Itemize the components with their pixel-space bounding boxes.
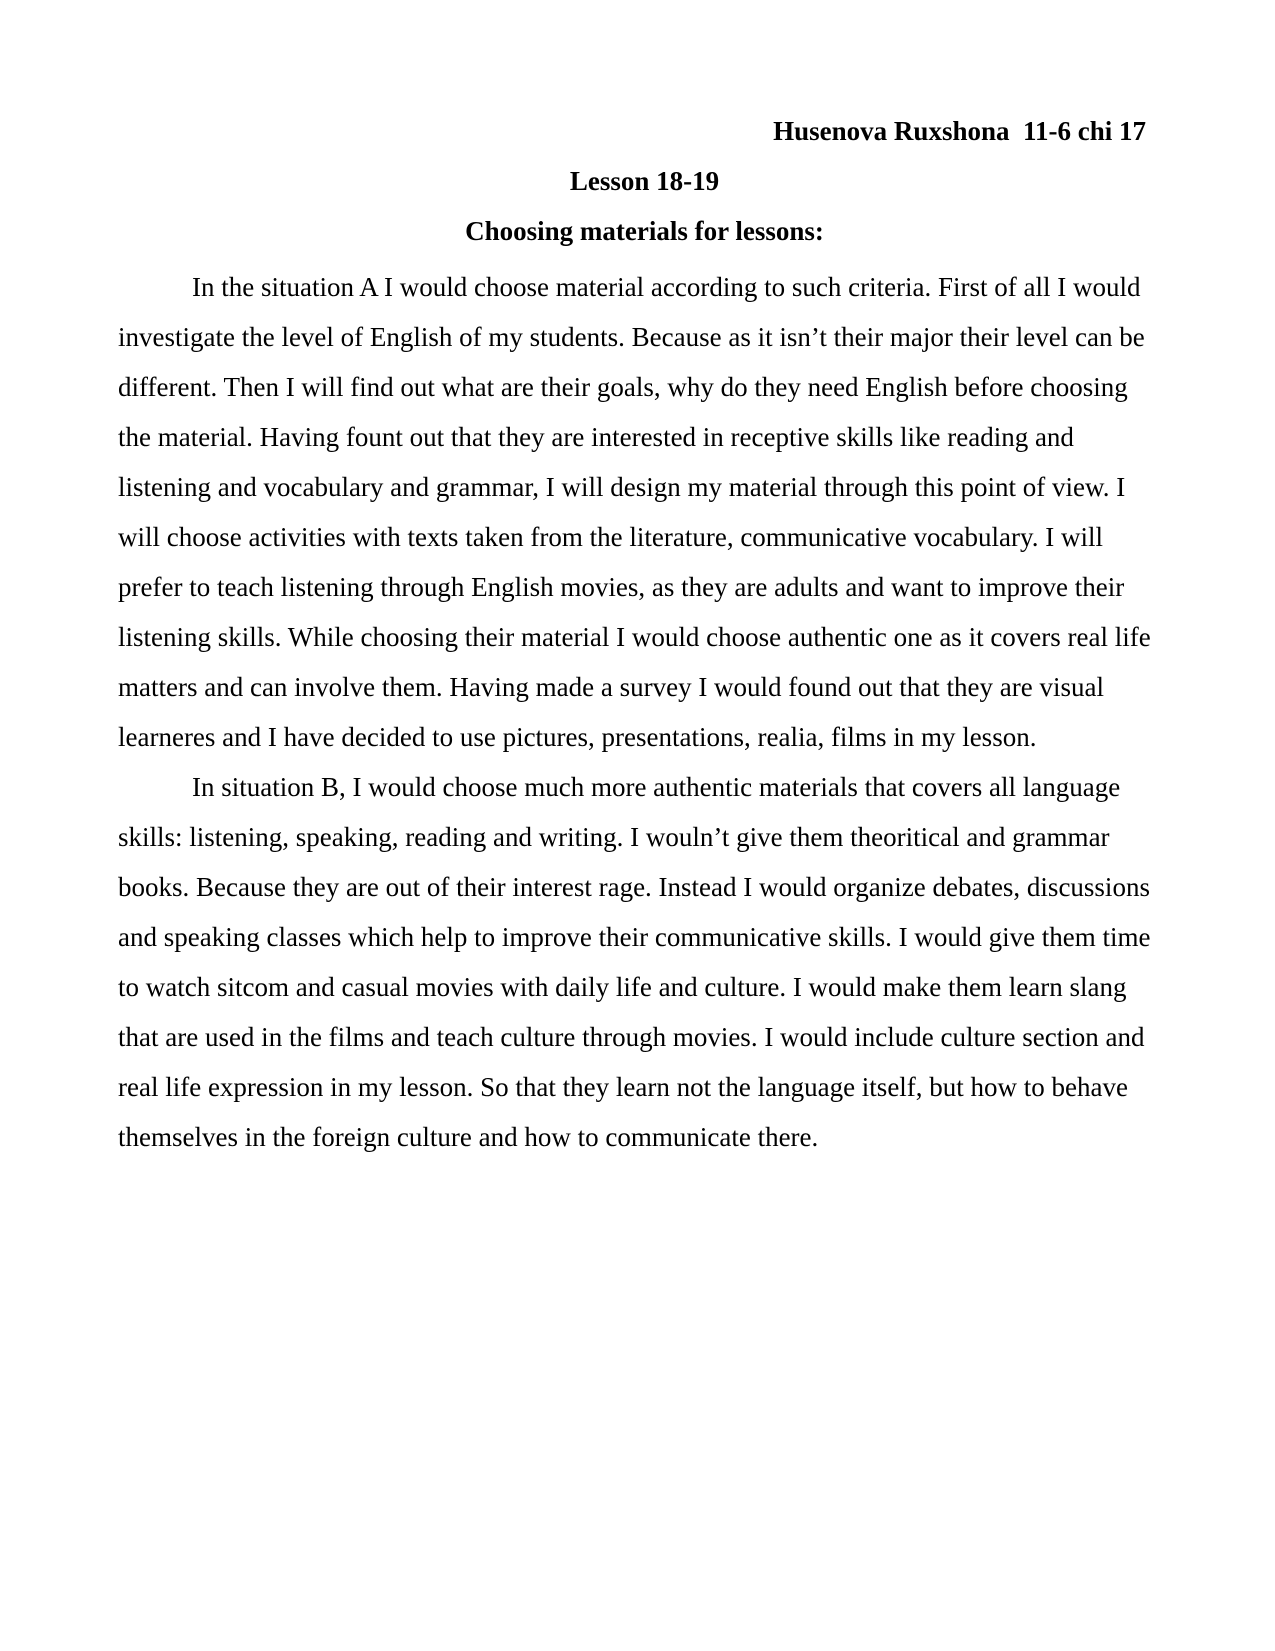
paragraph-situation-a: In the situation A I would choose material according to such criteria. First of all I would investigate the level of English of my students. Because as it isn’t their major their level can be different. Then I will find out what are their goals, why do they need English before choosing the material. Having fount out that they are interested in receptive skills like reading and listening and vocabulary and grammar, I will design my material through this point of view. I will choose activities with texts taken from the literature, communicative vocabulary. I will prefer to teach listening through English movies, as they are adults and want to improve their listening skills. While choosing their material I would choose authentic one as it covers real life matters and can involve them. Having made a survey I would found out that they are visual learneres and I have decided to use pictures, presentations, realia, films in my lesson. bbox=[118, 272, 1151, 752]
author-line: Husenova Ruxshona 11-6 chi 17 bbox=[773, 116, 1146, 146]
page-title: Lesson 18-19 bbox=[569, 166, 720, 196]
body-text bbox=[118, 262, 1158, 1162]
paragraph-situation-b: In situation B, I would choose much more authentic materials that covers all language skills: listening, speaking, reading and writing. I wouln’t give them theoritical and grammar books. Because they are out of their interest rage. Instead I would organize debates, discussions and speaking classes which help to improve their communicative skills. I would give them time to watch sitcom and casual movies with daily life and culture. I would make them learn slang that are used in the films and teach culture through movies. I would include culture section and real life expression in my lesson. So that they learn not the language itself, but how to behave themselves in the foreign culture and how to communicate there. bbox=[118, 772, 1151, 1152]
page-subtitle: Choosing materials for lessons: bbox=[465, 216, 824, 246]
